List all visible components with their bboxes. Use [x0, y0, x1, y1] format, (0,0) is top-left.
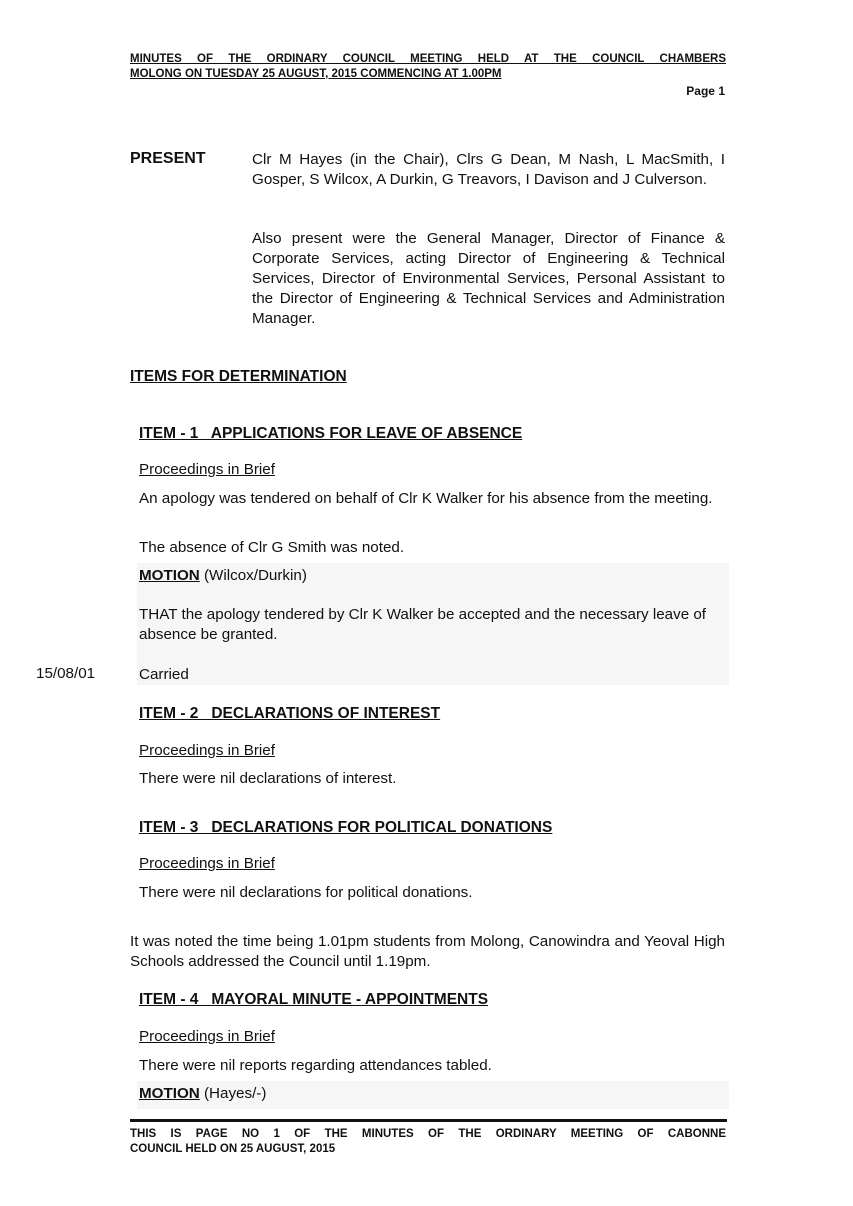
page-footer	[130, 1127, 726, 1157]
motion-movers: (Wilcox/Durkin)	[199, 567, 307, 584]
item-1-heading: ITEM - 1 APPLICATIONS FOR LEAVE OF ABSENCE	[139, 425, 523, 442]
item-1-text-2: The absence of Clr G Smith was noted.	[139, 539, 405, 556]
page-header	[130, 52, 726, 82]
item-2-heading: ITEM - 2 DECLARATIONS OF INTEREST	[139, 705, 441, 722]
motion-label: MOTION	[139, 567, 200, 584]
item-1-motion-box	[137, 563, 729, 685]
item-3-heading: ITEM - 3 DECLARATIONS FOR POLITICAL DONATIONS	[139, 819, 553, 836]
item-1-motion-text: THAT the apology tendered by Clr K Walker be accepted and the necessary leave of absence be granted.	[139, 606, 707, 643]
present-label: PRESENT	[130, 150, 206, 167]
motion-label: MOTION	[139, 1085, 200, 1102]
item-1-subheading: Proceedings in Brief	[139, 461, 275, 478]
header-line-1: MINUTES OF THE ORDINARY COUNCIL MEETING HELD AT THE COUNCIL CHAMBERS	[130, 53, 726, 65]
item-1-text-1: An apology was tendered on behalf of Clr K Walker for his absence from the meeting.	[139, 490, 713, 507]
item-1-motion	[139, 566, 307, 586]
item-4-motion	[139, 1084, 266, 1104]
page-number: Page 1	[686, 84, 725, 98]
item-4-heading: ITEM - 4 MAYORAL MINUTE - APPOINTMENTS	[139, 991, 489, 1008]
footer-divider	[130, 1119, 727, 1122]
resolution-number: 15/08/01	[36, 665, 96, 682]
item-2-text: There were nil declarations of interest.	[139, 770, 397, 787]
footer-line-2: COUNCIL HELD ON 25 AUGUST, 2015	[130, 1143, 336, 1155]
item-3-subheading: Proceedings in Brief	[139, 855, 275, 872]
also-present: Also present were the General Manager, Director of Finance & Corporate Services, acting Director of Engineering & Technical Services, Director of Environmental Services, Personal Assistant to the Director of Engineering & Technical Services and Administration Manager.	[252, 230, 725, 327]
present-councillors: Clr M Hayes (in the Chair), Clrs G Dean, M Nash, L MacSmith, I Gosper, S Wilcox, A Durkin, G Treavors, I Davison and J Culverson.	[252, 151, 725, 188]
header-line-2: MOLONG ON TUESDAY 25 AUGUST, 2015 COMMENCING AT 1.00PM	[130, 68, 502, 80]
item-4-text: There were nil reports regarding attendances tabled.	[139, 1057, 492, 1074]
item-4-motion-box	[137, 1081, 729, 1109]
item-3-text: There were nil declarations for political donations.	[139, 884, 473, 901]
footer-line-1: THIS IS PAGE NO 1 OF THE MINUTES OF THE ORDINARY MEETING OF CABONNE	[130, 1128, 726, 1140]
time-note: It was noted the time being 1.01pm students from Molong, Canowindra and Yeoval High Schools addressed the Council until 1.19pm.	[130, 933, 725, 970]
motion-movers: (Hayes/-)	[199, 1085, 267, 1102]
item-1-outcome: Carried	[139, 666, 189, 683]
section-title: ITEMS FOR DETERMINATION	[130, 368, 347, 385]
item-2-subheading: Proceedings in Brief	[139, 742, 275, 759]
item-4-subheading: Proceedings in Brief	[139, 1028, 275, 1045]
